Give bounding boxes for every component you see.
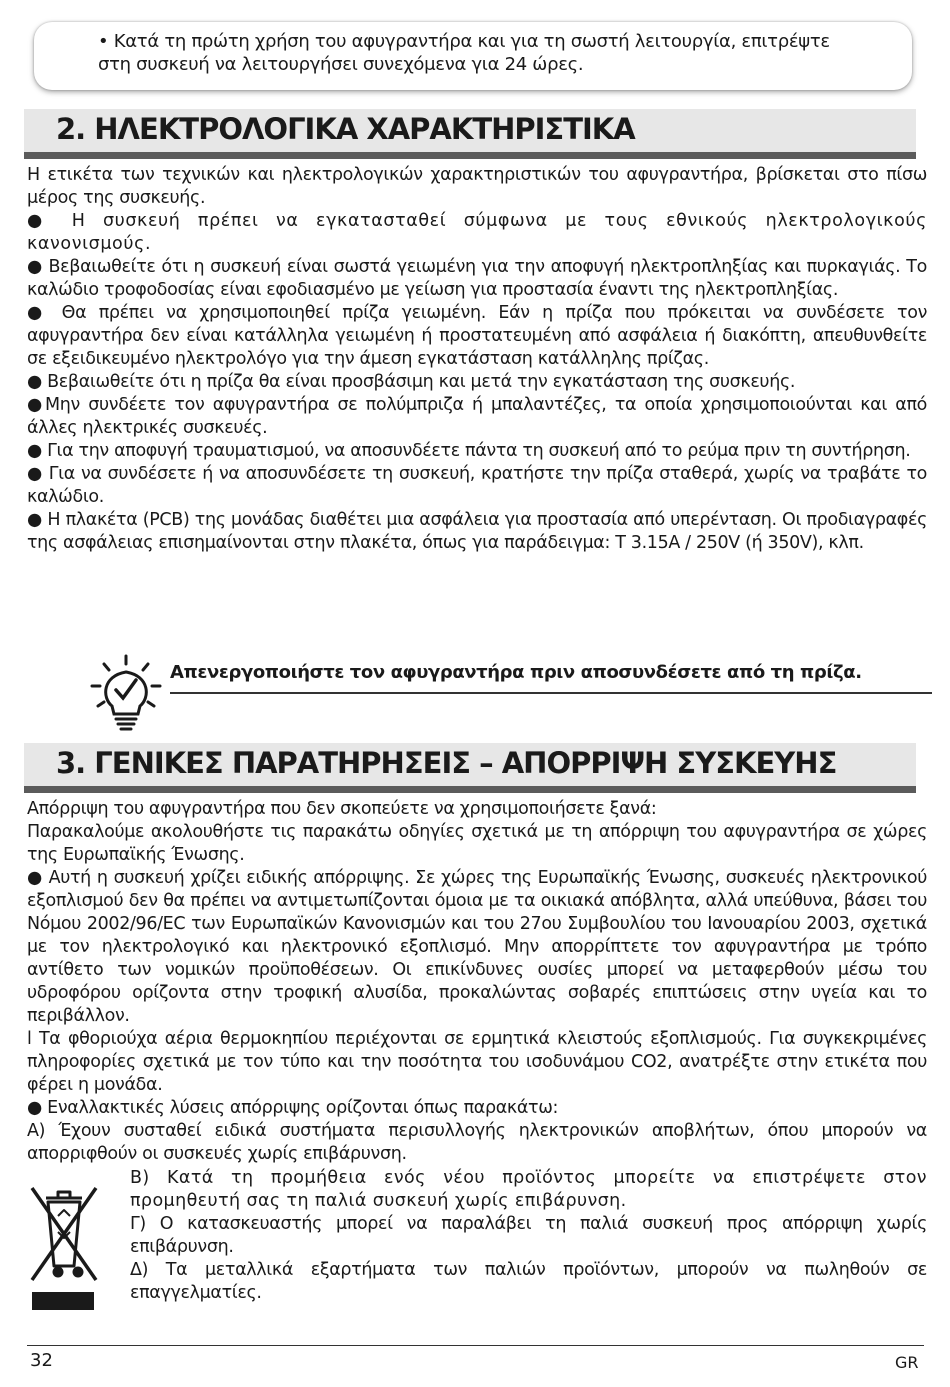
section-3-paragraph: Παρακαλούμε ακολουθήστε τις παρακάτω οδηγίες σχετικά με τη απόρριψη του αφυγραντήρα σε χώρες της Ευρωπαϊκής Ένωσης.	[27, 822, 927, 865]
section-2-paragraph: ● Η συσκευή πρέπει να εγκατασταθεί σύμφωνα με τους εθνικούς ηλεκτρολογικούς κανονισμούς.	[27, 211, 927, 254]
section-3-paragraph: Α) Έχουν συσταθεί ειδικά συστήματα περισυλλογής ηλεκτρονικών αποβλήτων, όπου μπορούν να απορριφθούν οι συσκευές χωρίς επιβάρυνση.	[27, 1121, 927, 1164]
footer-divider	[27, 1345, 924, 1346]
section-2-title: 2. ΗΛΕΚΤΡΟΛΟΓΙΚΑ ΧΑΡΑΚΤΗΡΙΣΤΙΚΑ	[56, 112, 635, 146]
intro-note-line-2: στη συσκευή να λειτουργήσει συνεχόμενα για 24 ώρες.	[98, 54, 584, 75]
intro-note-text	[98, 30, 928, 76]
section-3-paragraph: ● Αυτή η συσκευή χρίζει ειδικής απόρριψης. Σε χώρες της Ευρωπαϊκής Ένωσης, συσκευές ηλεκτρονικού εξοπλισμού δεν θα πρέπει να αντιμετωπίζονται όμοια με τα οικιακά απόβλητα, αλλά υπεύθυνα, βάσει του Νόμου 2002/96/EC των Ευρωπαϊκών Κανονισμών και του 27ου Συμβουλίου του Ιανουαρίου 2003, σχετικά με τον ηλεκτρολογικό και ηλεκτρονικό εξοπλισμό. Μην απορρίπτετε τον αφυγραντήρα με τρόπο αντίθετο των νομικών προϋποθέσεων. Οι επικίνδυνες ουσίες μπορεί να μεταφερθούν μέσω του υδροφόρου ορίζοντα στην τροφική αλυσίδα, προκαλώντας σοβαρές επιπτώσεις στην υγεία και το περιβάλλον.	[27, 868, 927, 1026]
section-3-title: 3. ΓΕΝΙΚΕΣ ΠΑΡΑΤΗΡΗΣΕΙΣ – ΑΠΟΡΡΙΨΗ ΣΥΣΚΕΥΗΣ	[56, 746, 837, 780]
section-2-paragraph: ● Για την αποφυγή τραυματισμού, να αποσυνδέετε πάντα τη συσκευή από το ρεύμα πριν τη συντήρηση.	[27, 441, 911, 461]
section-2-paragraph: Η ετικέτα των τεχνικών και ηλεκτρολογικών χαρακτηριστικών του αφυγραντήρα, βρίσκεται στο πίσω μέρος της συσκευής.	[27, 165, 927, 208]
tip-underline	[170, 692, 932, 694]
section-3-heading	[24, 743, 916, 793]
page-number: 32	[30, 1350, 53, 1371]
section-2-paragraph: ● Θα πρέπει να χρησιμοποιηθεί πρίζα γειωμένη. Εάν η πρίζα που πρόκειται να συνδέσετε τον αφυγραντήρα δεν είναι κατάλληλα γειωμένη ή προστατευμένη από ασφάλεια ή διακόπτη, απευθυνθείτε σε εξειδικευμένο ηλεκτρολόγο για την άμεση εγκατάσταση κατάλληλης πρίζας.	[27, 303, 927, 369]
disposal-option: Δ) Τα μεταλλικά εξαρτήματα των παλιών προϊόντων, μπορούν να πωληθούν σε επαγγελματίες.	[130, 1260, 927, 1303]
lightbulb-check-icon	[90, 654, 162, 734]
section-2-paragraph: ●Μην συνδέετε τον αφυγραντήρα σε πολύμπριζα ή μπαλαντέζες, τα οποία χρησιμοποιούνται και από άλλες ηλεκτρικές συσκευές.	[27, 395, 927, 438]
section-2-body	[27, 164, 927, 555]
disposal-options	[130, 1167, 927, 1305]
section-2-paragraph: ● Βεβαιωθείτε ότι η πρίζα θα είναι προσβάσιμη και μετά την εγκατάσταση της συσκευής.	[27, 372, 796, 392]
section-2-paragraph: ● Η πλακέτα (PCB) της μονάδας διαθέτει μια ασφάλεια για προστασία από υπερένταση. Οι προδιαγραφές της ασφάλειας επισημαίνονται στην πλακέτα, όπως για παράδειγμα: T 3.15A / 250V (ή 350V), κλπ.	[27, 510, 927, 553]
tip-text: Απενεργοποιήστε τον αφυγραντήρα πριν αποσυνδέσετε από τη πρίζα.	[170, 662, 862, 683]
section-3-body	[27, 798, 927, 1166]
section-3-paragraph: ● Εναλλακτικές λύσεις απόρριψης ορίζονται όπως παρακάτω:	[27, 1098, 559, 1118]
section-2-paragraph: ● Βεβαιωθείτε ότι η συσκευή είναι σωστά γειωμένη για την αποφυγή ηλεκτροπληξίας και πυρκαγιάς. Το καλώδιο τροφοδοσίας είναι εφοδιασμένο με γείωση για προστασία έναντι της ηλεκτροπληξίας.	[27, 257, 927, 300]
intro-note-line-1: • Κατά τη πρώτη χρήση του αφυγραντήρα και για τη σωστή λειτουργία, επιτρέψτε	[98, 31, 830, 52]
disposal-option: Β) Κατά τη προμήθεια ενός νέου προϊόντος μπορείτε να επιστρέψετε στον προμηθευτή σας τη παλιά συσκευή χωρίς επιβάρυνση.	[130, 1168, 927, 1211]
section-3-paragraph: Απόρριψη του αφυγραντήρα που δεν σκοπεύετε να χρησιμοποιήσετε ξανά:	[27, 799, 657, 819]
intro-note-box	[34, 22, 912, 90]
section-2-heading	[24, 109, 916, 159]
disposal-option: Γ) Ο κατασκευαστής μπορεί να παραλάβει τη παλιά συσκευή προς απόρριψη χωρίς επιβάρυνση.	[130, 1214, 927, 1257]
section-2-paragraph: ● Για να συνδέσετε ή να αποσυνδέσετε τη συσκευή, κρατήστε την πρίζα σταθερά, χωρίς να τραβάτε το καλώδιο.	[27, 464, 927, 507]
language-code: GR	[895, 1353, 919, 1372]
section-3-paragraph: l Τα φθοριούχα αέρια θερμοκηπίου περιέχονται σε ερμητικά κλειστούς εξοπλισμούς. Για συγκεκριμένες πληροφορίες σχετικά με τον τύπο και την ποσότητα του ισοδυνάμου CO2, ανατρέξτε στην ετικέτα που φέρει η μονάδα.	[27, 1029, 927, 1095]
crossed-bin-icon	[28, 1180, 100, 1312]
tip-callout	[90, 654, 930, 734]
